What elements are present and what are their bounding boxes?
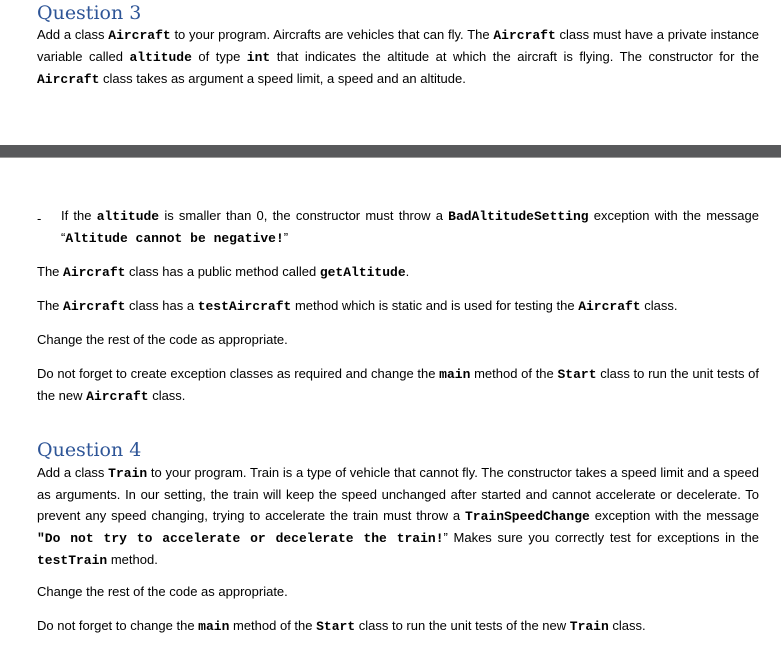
- question-3-intro: Add a class Aircraft to your program. Aircrafts are vehicles that can fly. The Aircraft class must have a private instance variable called altitude of type int that indicates the altitude at which the aircraft is flying. The constructor for the Aircraft class takes as argument a speed limit, a speed and an altitude.: [37, 27, 759, 87]
- bullet-marker: -: [37, 211, 42, 226]
- question-4-heading: Question 4: [37, 439, 142, 461]
- page-divider: [0, 145, 781, 158]
- altitude-rule-bullet: If the altitude is smaller than 0, the constructor must throw a BadAltitudeSetting exception with the message “Altitude cannot be negative!”: [61, 208, 759, 246]
- getaltitude-paragraph: The Aircraft class has a public method called getAltitude.: [37, 264, 410, 280]
- testaircraft-paragraph: The Aircraft class has a testAircraft method which is static and is used for testing the Aircraft class.: [37, 298, 678, 314]
- question-4-intro: Add a class Train to your program. Train is a type of vehicle that cannot fly. The constructor takes a speed limit and a speed as arguments. In our setting, the train will keep the speed unchanged after started and cannot accelerate or decelerate. To prevent any speed changing, trying to accelerate the train must throw a TrainSpeedChange exception with the message "Do not try to accelerate or decelerate the train!” Makes sure you correctly test for exceptions in the testTrain method.: [37, 465, 759, 568]
- change-rest-paragraph-q4: Change the rest of the code as appropriate.: [37, 584, 288, 599]
- question-3-heading: Question 3: [37, 2, 142, 24]
- exception-classes-paragraph: Do not forget to create exception classes as required and change the main method of the Start class to run the unit tests of the new Aircraft class.: [37, 366, 759, 404]
- change-rest-paragraph: Change the rest of the code as appropriate.: [37, 332, 288, 347]
- main-method-paragraph-q4: Do not forget to change the main method of the Start class to run the unit tests of the new Train class.: [37, 618, 646, 634]
